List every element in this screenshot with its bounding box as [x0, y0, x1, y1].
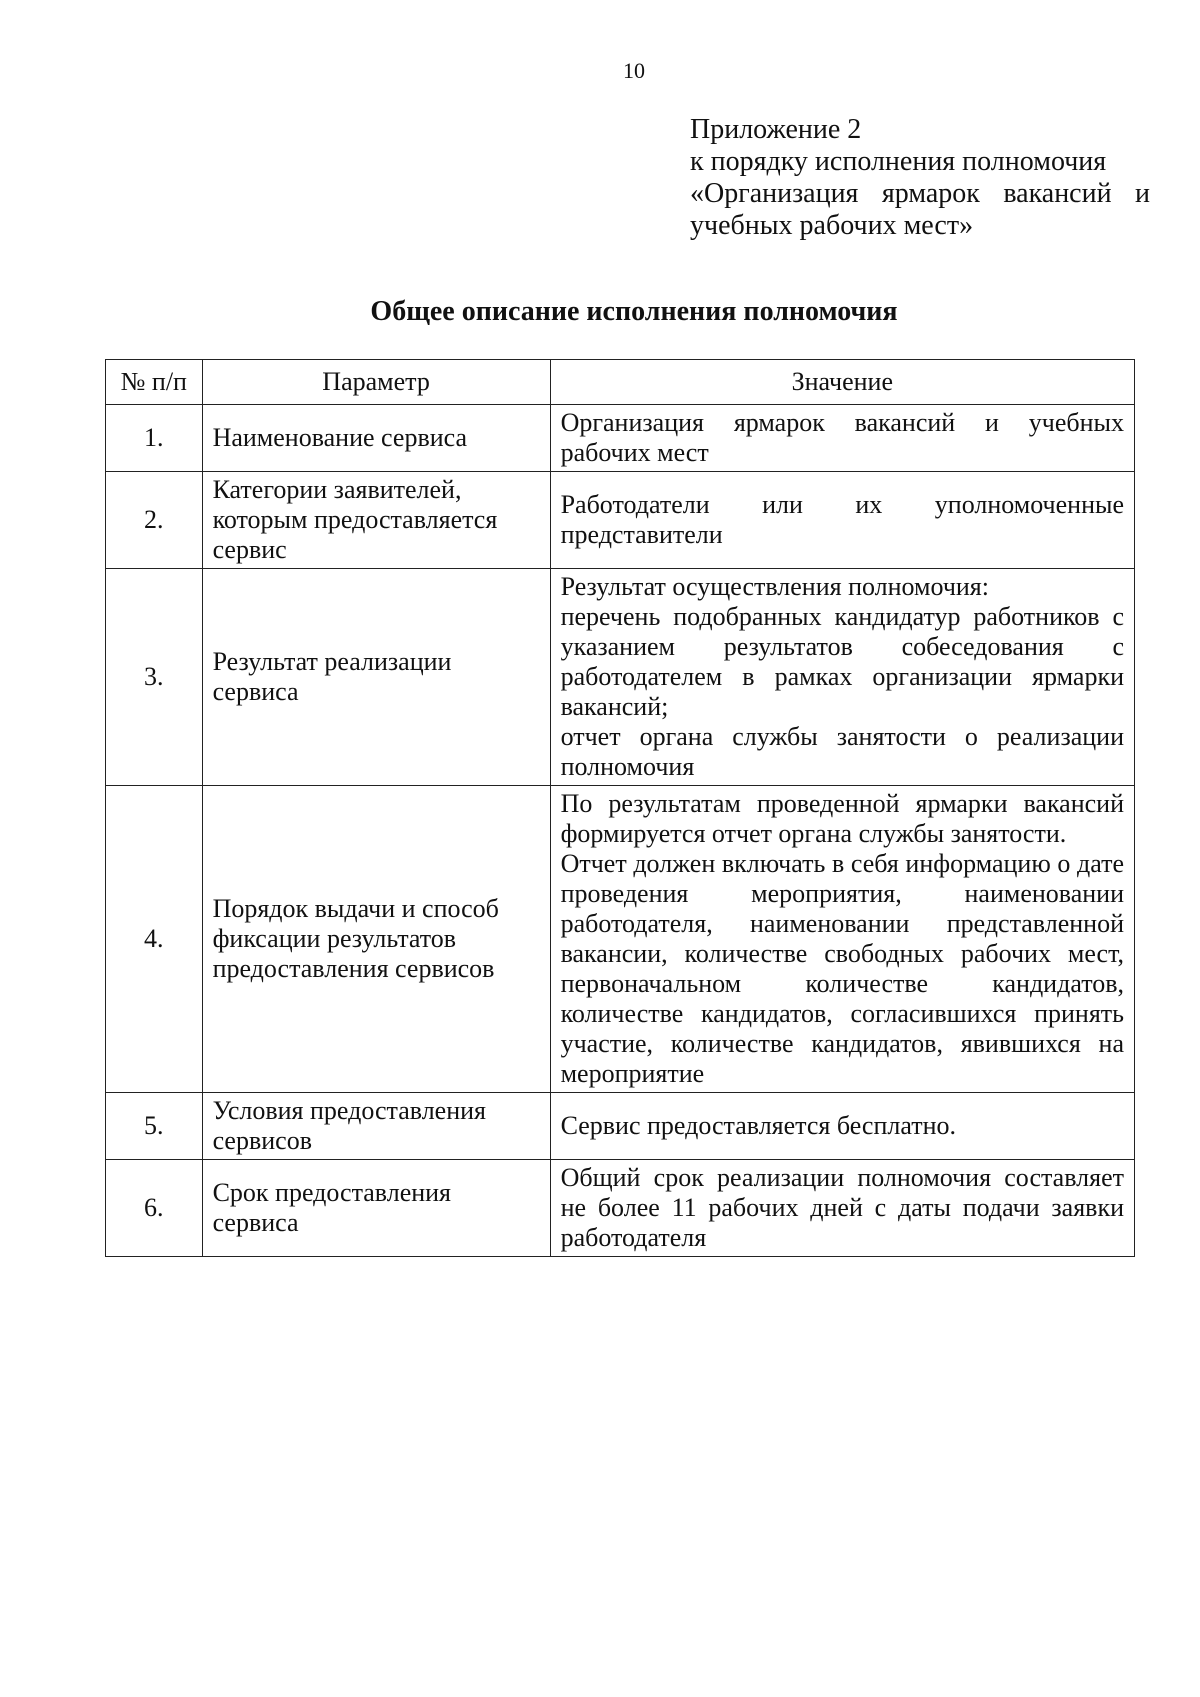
row-value-paragraph: перечень подобранных кандидатур работников с указанием результатов собеседования с работодателем в рамках организации ярмарки вакансий; [560, 602, 1124, 721]
header-value: Значение [550, 360, 1134, 405]
row-value [550, 786, 1134, 1093]
row-value-paragraph: Отчет должен включать в себя информацию о дате проведения мероприятия, наименовании работодателя, наименовании представленной вакансии, количестве свободных рабочих мест, первоначальном количестве кандидатов, количестве кандидатов, согласившихся принять участие, количестве кандидатов, явившихся на мероприятие [560, 849, 1124, 1088]
table-row [106, 569, 1135, 786]
row-value-paragraph: Результат осуществления полномочия: [560, 572, 989, 601]
row-parameter: Порядок выдачи и способ фиксации результатов предоставления сервисов [202, 786, 550, 1093]
row-parameter: Срок предоставления сервиса [202, 1160, 550, 1257]
table-row [106, 786, 1135, 1093]
table-header-row [106, 360, 1135, 405]
row-value-paragraph: Работодатели или их уполномоченные представители [560, 490, 1124, 549]
row-number: 6. [106, 1160, 203, 1257]
appendix-line-2: к порядку исполнения полномочия [690, 146, 1107, 177]
header-number: № п/п [106, 360, 203, 405]
row-value [550, 569, 1134, 786]
row-value-paragraph: Общий срок реализации полномочия составляет не более 11 рабочих дней с даты подачи заявки работодателя [560, 1163, 1124, 1252]
description-table [105, 359, 1135, 1257]
appendix-header [690, 114, 1150, 242]
appendix-line-4: учебных рабочих мест» [690, 210, 974, 241]
row-value-paragraph: отчет органа службы занятости о реализации полномочия [560, 722, 1124, 781]
row-value-paragraph: Организация ярмарок вакансий и учебных рабочих мест [560, 408, 1124, 467]
row-value [550, 472, 1134, 569]
row-value-paragraph: Сервис предоставляется бесплатно. [560, 1111, 956, 1140]
page-number: 10 [623, 58, 645, 83]
row-parameter: Условия предоставления сервисов [202, 1093, 550, 1160]
appendix-line-3: «Организация ярмарок вакансий и [690, 178, 1150, 209]
row-parameter: Результат реализации сервиса [202, 569, 550, 786]
row-value [550, 1093, 1134, 1160]
appendix-line-1: Приложение 2 [690, 114, 862, 145]
row-parameter: Наименование сервиса [202, 405, 550, 472]
row-value-paragraph: По результатам проведенной ярмарки вакансий формируется отчет органа службы занятости. [560, 789, 1124, 848]
table-row [106, 1160, 1135, 1257]
row-number: 4. [106, 786, 203, 1093]
document-title: Общее описание исполнения полномочия [370, 296, 898, 327]
table-row [106, 1093, 1135, 1160]
row-value [550, 405, 1134, 472]
row-value [550, 1160, 1134, 1257]
table-row [106, 472, 1135, 569]
row-number: 2. [106, 472, 203, 569]
row-parameter: Категории заявителей, которым предоставляется сервис [202, 472, 550, 569]
header-parameter: Параметр [202, 360, 550, 405]
row-number: 3. [106, 569, 203, 786]
row-number: 5. [106, 1093, 203, 1160]
table-row [106, 405, 1135, 472]
row-number: 1. [106, 405, 203, 472]
